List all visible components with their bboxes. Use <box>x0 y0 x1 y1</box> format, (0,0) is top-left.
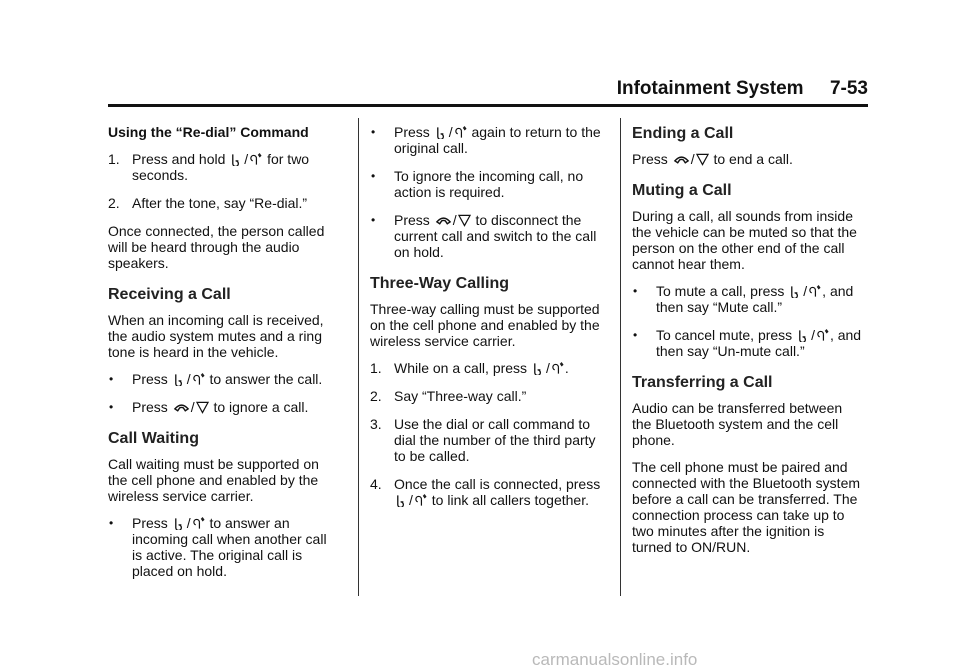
voice-recognition-icon <box>192 372 205 386</box>
bullet-icon: • <box>633 284 638 298</box>
voice-recognition-icon <box>454 125 467 139</box>
column-divider <box>620 118 621 596</box>
list-item: 1. Press and hold / for two seconds. <box>108 151 310 183</box>
steering-talk-icon <box>435 125 448 139</box>
voice-recognition-icon <box>816 328 829 342</box>
bullet-item: • Press / again to return to the original call. <box>371 124 601 156</box>
paragraph: Audio can be transferred between the Bluetooth system and the cell phone. <box>632 400 843 448</box>
bullet-icon: • <box>371 169 376 183</box>
paragraph: Once connected, the person called will be heard through the audio speakers. <box>108 223 325 271</box>
bullet-item: • Press / to ignore a call. <box>109 399 309 415</box>
paragraph: Press / to end a call. <box>632 151 793 167</box>
receiving-heading: Receiving a Call <box>108 286 231 303</box>
steering-talk-icon <box>230 152 243 166</box>
paragraph: Call waiting must be supported on the cell phone and enabled by the wireless service carrier. <box>108 456 319 504</box>
mute-triangle-icon <box>196 400 209 414</box>
end-call-icon <box>673 152 690 166</box>
list-item: 4. Once the call is connected, press / to link all callers together. <box>370 476 601 508</box>
bullet-item: • To mute a call, press / , and then say “Mute call.” <box>633 283 854 315</box>
paragraph: Three-way calling must be supported on the cell phone and enabled by the wireless service carrier. <box>370 301 600 349</box>
bullet-icon: • <box>109 372 114 386</box>
column-3 <box>632 124 864 566</box>
bullet-item: • Press / to answer the call. <box>109 371 323 387</box>
mute-triangle-icon <box>696 152 709 166</box>
end-call-icon <box>435 213 452 227</box>
mute-triangle-icon <box>458 213 471 227</box>
column-1 <box>108 124 340 591</box>
transfer-heading: Transferring a Call <box>632 374 773 391</box>
threeway-heading: Three-Way Calling <box>370 275 509 292</box>
voice-recognition-icon <box>808 284 821 298</box>
muting-heading: Muting a Call <box>632 182 732 199</box>
column-divider <box>358 118 359 596</box>
bullet-item: • To cancel mute, press / , and then say “Un-mute call.” <box>633 327 862 359</box>
paragraph: When an incoming call is received, the audio system mutes and a ring tone is heard in the vehicle. <box>108 312 324 360</box>
voice-recognition-icon <box>249 152 262 166</box>
steering-talk-icon <box>395 493 408 507</box>
watermark-link[interactable]: carmanualsonline.info <box>532 650 698 669</box>
steering-talk-icon <box>532 361 545 375</box>
steering-talk-icon <box>173 516 186 530</box>
list-item: 2. After the tone, say “Re-dial.” <box>108 195 308 211</box>
redial-heading: Using the “Re-dial” Command <box>108 124 309 140</box>
steering-talk-icon <box>789 284 802 298</box>
header-rule <box>108 104 868 107</box>
bullet-icon: • <box>371 213 376 227</box>
waiting-heading: Call Waiting <box>108 430 199 447</box>
ending-heading: Ending a Call <box>632 125 734 142</box>
voice-recognition-icon <box>551 361 564 375</box>
list-item: 1. While on a call, press / . <box>370 360 569 376</box>
voice-recognition-icon <box>414 493 427 507</box>
bullet-icon: • <box>371 125 376 139</box>
paragraph: During a call, all sounds from inside the vehicle can be muted so that the person on the other end of the call cannot hear them. <box>632 208 857 272</box>
bullet-icon: • <box>633 328 638 342</box>
bullet-item: • Press / to answer an incoming call when another call is active. The original call is placed on hold. <box>109 515 327 579</box>
bullet-item: • To ignore the incoming call, no action is required. <box>371 168 584 200</box>
bullet-icon: • <box>109 516 114 530</box>
bullet-item: • Press / to disconnect the current call and switch to the call on hold. <box>371 212 597 260</box>
steering-talk-icon <box>797 328 810 342</box>
column-2 <box>370 124 602 520</box>
end-call-icon <box>173 400 190 414</box>
page-header <box>108 78 868 106</box>
page-title: Infotainment System 7-53 <box>616 78 868 99</box>
paragraph: The cell phone must be paired and connected with the Bluetooth system before a call can be transferred. The connection process can take up to two minutes after the ignition is turned to ON/RUN. <box>632 459 861 555</box>
voice-recognition-icon <box>192 516 205 530</box>
bullet-icon: • <box>109 400 114 414</box>
list-item: 3. Use the dial or call command to dial the number of the third party to be called. <box>370 416 596 464</box>
list-item: 2. Say “Three-way call.” <box>370 388 527 404</box>
steering-talk-icon <box>173 372 186 386</box>
